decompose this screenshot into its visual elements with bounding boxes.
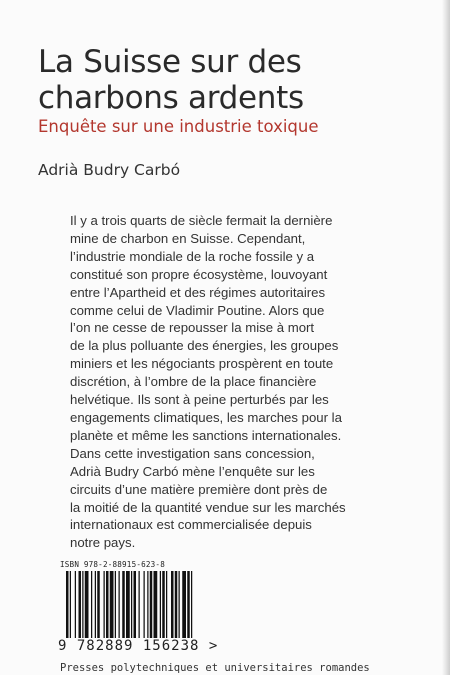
blurb-line: constitué son propre écosystème, louvoyant (70, 266, 328, 282)
blurb-line: internationaux est commercialisée depuis (70, 517, 312, 533)
blurb-line: la moitié de la quantité vendue sur les marchés (70, 499, 346, 515)
blurb-line: notre pays. (70, 535, 136, 551)
title-line-2: charbons ardents (38, 80, 304, 116)
blurb-line: Il y a trois quarts de siècle fermait la dernière (70, 213, 333, 228)
blurb-line: de la plus polluante des énergies, les groupes (70, 338, 339, 354)
blurb-line: miniers et les négociants prospèrent en toute (70, 356, 334, 372)
book-author: Adrià Budry Carbó (38, 161, 181, 179)
blurb-line: entre l’Apartheid et des régimes autoritaires (70, 284, 326, 300)
barcode-digits: 9 782889 156238 > (58, 638, 219, 654)
blurb-line: Dans cette investigation sans concession, (70, 445, 315, 461)
blurb-line: engagements climatiques, les marches pour la (70, 409, 342, 425)
book-title (38, 44, 438, 116)
blurb-line: mine de charbon en Suisse. Cependant, (70, 230, 306, 246)
blurb-text (70, 212, 420, 552)
blurb-line: Adrià Budry Carbó mène l’enquête sur les (70, 463, 315, 479)
blurb-line: helvétique. Ils sont à peine perturbés par les (70, 392, 329, 408)
barcode (64, 571, 274, 647)
blurb-line: planète et même les sanctions internationales. (70, 427, 342, 443)
title-line-1: La Suisse sur des (38, 44, 302, 80)
isbn-label: ISBN 978-2-88915-623-8 (60, 560, 165, 569)
blurb-line: l’industrie mondiale de la roche fossile y a (70, 248, 315, 264)
page-edge-shadow (442, 0, 450, 675)
publisher-name: Presses polytechniques et universitaires romandes (60, 662, 370, 674)
blurb-line: comme celui de Vladimir Poutine. Alors que (70, 302, 325, 318)
blurb-line: circuits d’une matière première dont près de (70, 481, 328, 497)
blurb-line: l’on ne cesse de repousser la mise à mort (70, 320, 315, 336)
book-subtitle: Enquête sur une industrie toxique (38, 117, 319, 136)
blurb-line: discrétion, à l’ombre de la place financière (70, 374, 317, 390)
